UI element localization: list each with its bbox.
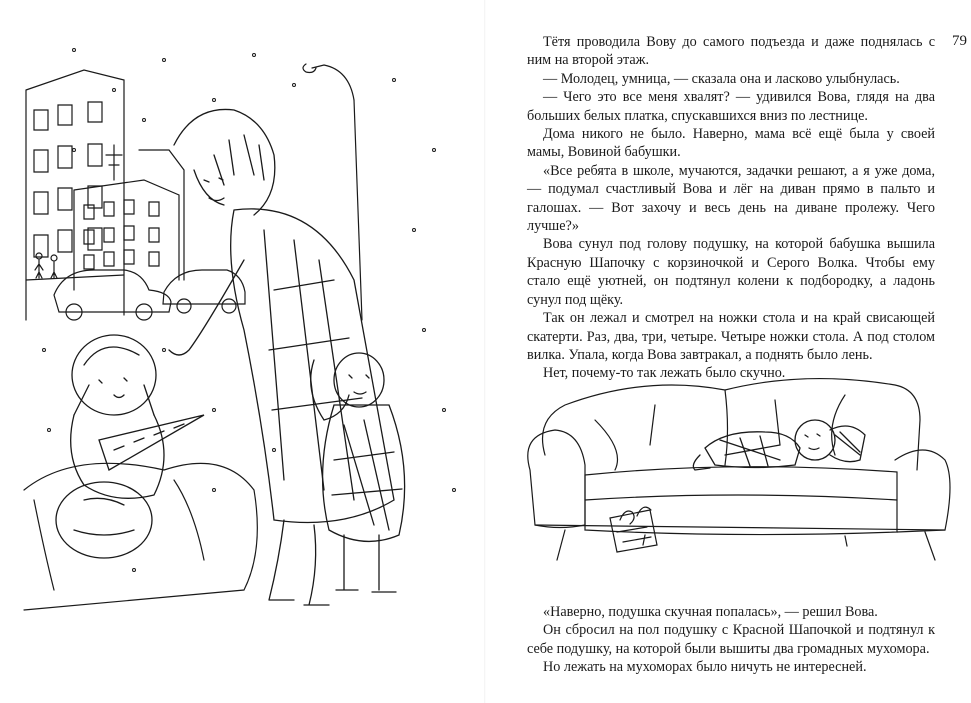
paragraph: «Все ребята в школе, мучаются, задачки решают, а я уже дома, — подумал счастливый Вова и лёг на диван прямо в пальто и галошах. — Вот захочу и весь день на диване пролежу. Чего лучше?» <box>527 162 935 235</box>
paragraph: Нет, почему-то так лежать было скучно. <box>543 365 786 382</box>
snowflakes <box>43 49 456 572</box>
paragraph: Но лежать на мухоморах было ничуть не интересней. <box>543 659 867 676</box>
illustration-boy-on-sofa <box>525 360 955 585</box>
building-center <box>74 145 184 290</box>
paragraph: Он сбросил на пол подушку с Красной Шапочкой и подтянул к себе подушку, на которой были вышиты два громадных мухомора. <box>527 622 935 657</box>
paragraph: Так он лежал и смотрел на ножки стола и на край свисающей скатерти. Раз, два, три, четыре. Четыре ножки стола. А под столом вилка. Упала, когда Вова завтракал, а поднять было лень. <box>527 310 935 363</box>
paragraph: — Молодец, умница, — сказала она и ласково улыбнулась. <box>543 70 900 87</box>
text-block-top <box>527 33 935 383</box>
page-number: 79 <box>952 33 967 49</box>
woman-in-headscarf <box>169 109 394 605</box>
basket-on-floor <box>610 507 657 552</box>
building-left <box>26 70 124 320</box>
small-child <box>311 353 405 592</box>
sofa <box>528 379 950 560</box>
boy-lying <box>693 420 865 470</box>
illustration-street-winter <box>14 30 474 620</box>
paragraph: — Чего это все меня хвалят? — удивился Вова, глядя на два больших белых платка, спускавшихся вниз по лестнице. <box>527 89 935 124</box>
snow-hill <box>24 463 257 610</box>
paragraph: Тётя проводила Вову до самого подъезда и даже поднялась с ним на второй этаж. <box>527 34 935 69</box>
paragraph: Дома никого не было. Наверно, мама всё ещё была у своей мамы, Вовиной бабушки. <box>527 126 935 161</box>
text-block-bottom <box>527 603 935 677</box>
paragraph: Вова сунул под голову подушку, на которой бабушка вышила Красную Шапочку с корзиночкой и Серого Волка. Чтобы ему стало ещё уютней, он подтянул колени к подбородку, а ладонь сунул под щёку. <box>527 236 935 308</box>
right-page <box>485 0 971 703</box>
left-page <box>0 0 485 703</box>
paragraph: «Наверно, подушка скучная попалась», — решил Вова. <box>543 604 878 620</box>
child-sledding <box>56 335 204 558</box>
street-lamp <box>303 64 362 320</box>
